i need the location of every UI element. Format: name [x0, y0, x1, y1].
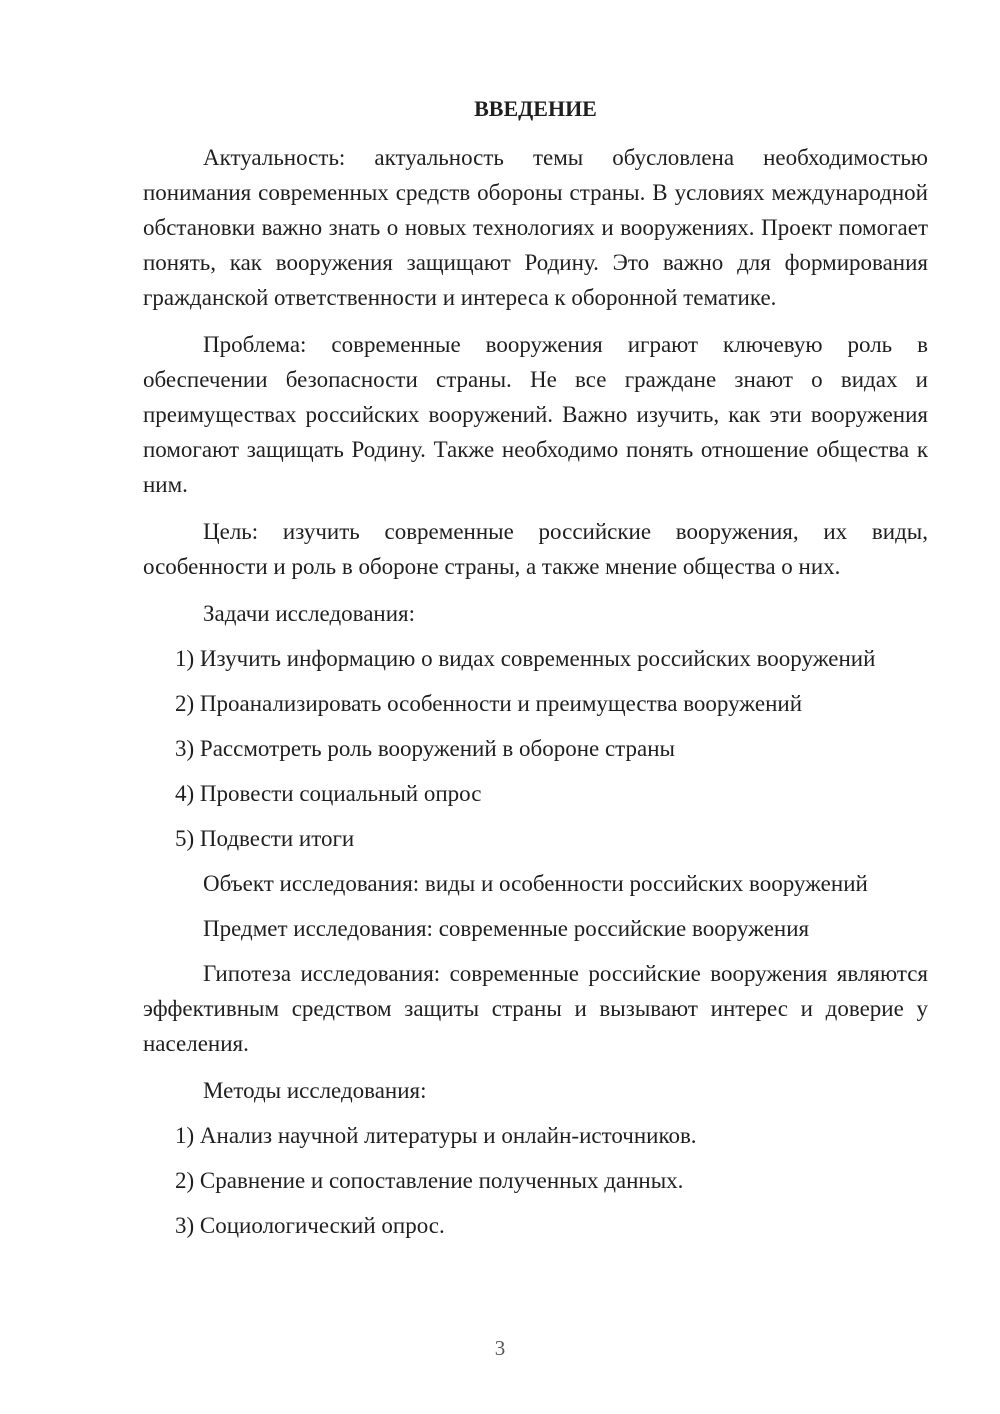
hypothesis-paragraph: Гипотеза исследования: современные российские вооружения являются эффективным средством защиты страны и вызывают интерес и доверие у населения.: [143, 961, 928, 1056]
task-item-1: 1) Изучить информацию о видах современных российских вооружений: [175, 646, 876, 671]
task-item-4: 4) Провести социальный опрос: [175, 781, 482, 806]
task-item-5: 5) Подвести итоги: [175, 826, 355, 851]
method-item-1: 1) Анализ научной литературы и онлайн-источников.: [175, 1123, 697, 1148]
task-item-2: 2) Проанализировать особенности и преимущества вооружений: [175, 691, 803, 716]
document-page: [143, 92, 928, 1253]
methods-title: Методы исследования:: [203, 1078, 427, 1103]
research-subject: Предмет исследования: современные российские вооружения: [203, 916, 810, 941]
task-item-3: 3) Рассмотреть роль вооружений в обороне страны: [175, 736, 675, 761]
goal-paragraph: Цель: изучить современные российские вооружения, их виды, особенности и роль в обороне страны, а также мнение общества о них.: [143, 519, 928, 579]
problem-paragraph: Проблема: современные вооружения играют ключевую роль в обеспечении безопасности страны. Не все граждане знают о видах и преимуществах российских вооружений. Важно изучить, как эти вооружения помогают защищать Родину. Также необходимо понять отношение общества к ним.: [143, 332, 928, 497]
research-object: Объект исследования: виды и особенности российских вооружений: [203, 871, 868, 896]
section-heading: ВВЕДЕНИЕ: [474, 96, 597, 121]
tasks-title: Задачи исследования:: [203, 601, 416, 626]
page-number: 3: [494, 1336, 506, 1360]
method-item-3: 3) Социологический опрос.: [175, 1213, 445, 1238]
relevance-paragraph: Актуальность: актуальность темы обусловлена необходимостью понимания современных средств обороны страны. В условиях международной обстановки важно знать о новых технологиях и вооружениях. Проект помогает понять, как вооружения защищают Родину. Это важно для формирования гражданской ответственности и интереса к оборонной тематике.: [143, 145, 928, 310]
method-item-2: 2) Сравнение и сопоставление полученных данных.: [175, 1168, 684, 1193]
